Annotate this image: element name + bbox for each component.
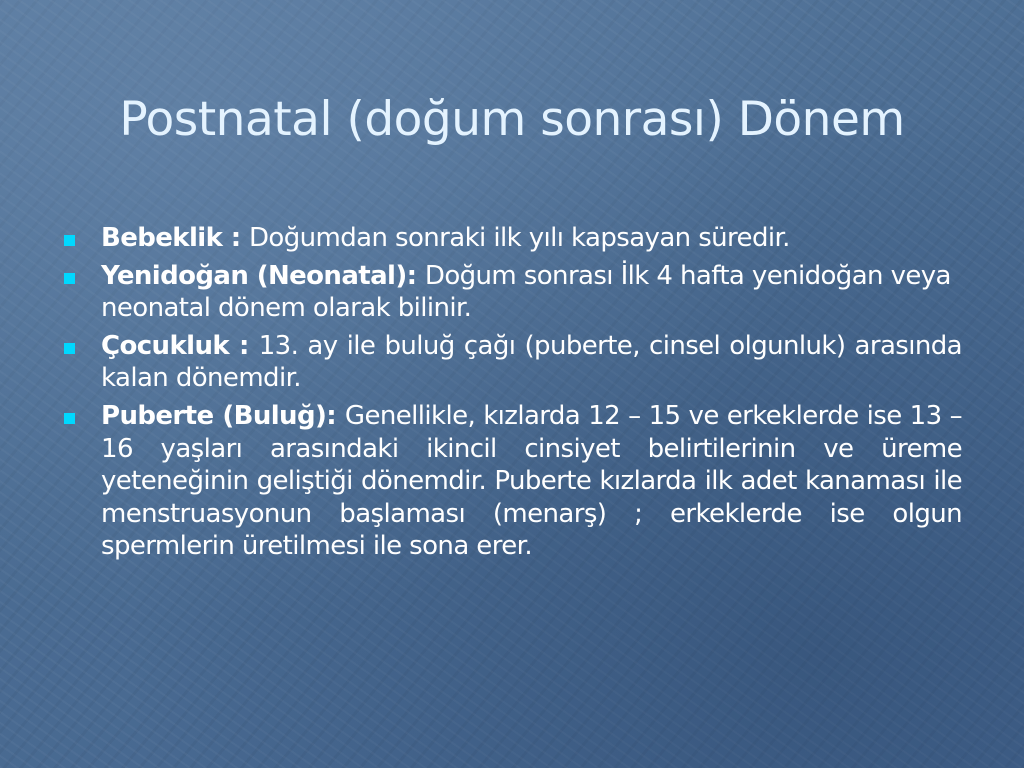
slide-title: Postnatal (doğum sonrası) Dönem	[119, 92, 905, 147]
list-item-bebeklik	[64, 222, 962, 255]
square-bullet-icon	[64, 343, 75, 354]
square-bullet-icon	[64, 235, 75, 246]
list-item-cocukluk	[64, 330, 962, 395]
list-item-yenidogan	[64, 260, 962, 325]
term-description: Genellikle, kızlarda 12 – 15 ve erkeklerde ise 13 – 16 yaşları arasındaki ikincil cinsiyet belirtilerinin ve üreme yeteneğinin geliştiği dönemdir. Puberte kızlarda ilk adet kanaması ile menstruasyonun başlaması (menarş) ; erkeklerde ise olgun spermlerin üretilmesi ile sona erer.	[101, 400, 962, 562]
square-bullet-icon	[64, 273, 75, 284]
bullet-list	[64, 222, 962, 568]
term-description: Doğumdan sonraki ilk yılı kapsayan süredir.	[249, 223, 790, 253]
term-label: Puberte (Buluğ):	[101, 400, 345, 431]
list-item-puberte	[64, 400, 962, 563]
term-description: 13. ay ile buluğ çağı (puberte, cinsel olgunluk) arasında kalan dönemdir.	[101, 330, 962, 394]
term-description: Doğum sonrası İlk 4 hafta yenidoğan veya neonatal dönem olarak bilinir.	[101, 260, 951, 324]
square-bullet-icon	[64, 413, 75, 424]
term-label: Bebeklik :	[101, 223, 250, 253]
term-label: Yenidoğan (Neonatal):	[101, 260, 425, 291]
term-label: Çocukluk :	[101, 330, 259, 361]
